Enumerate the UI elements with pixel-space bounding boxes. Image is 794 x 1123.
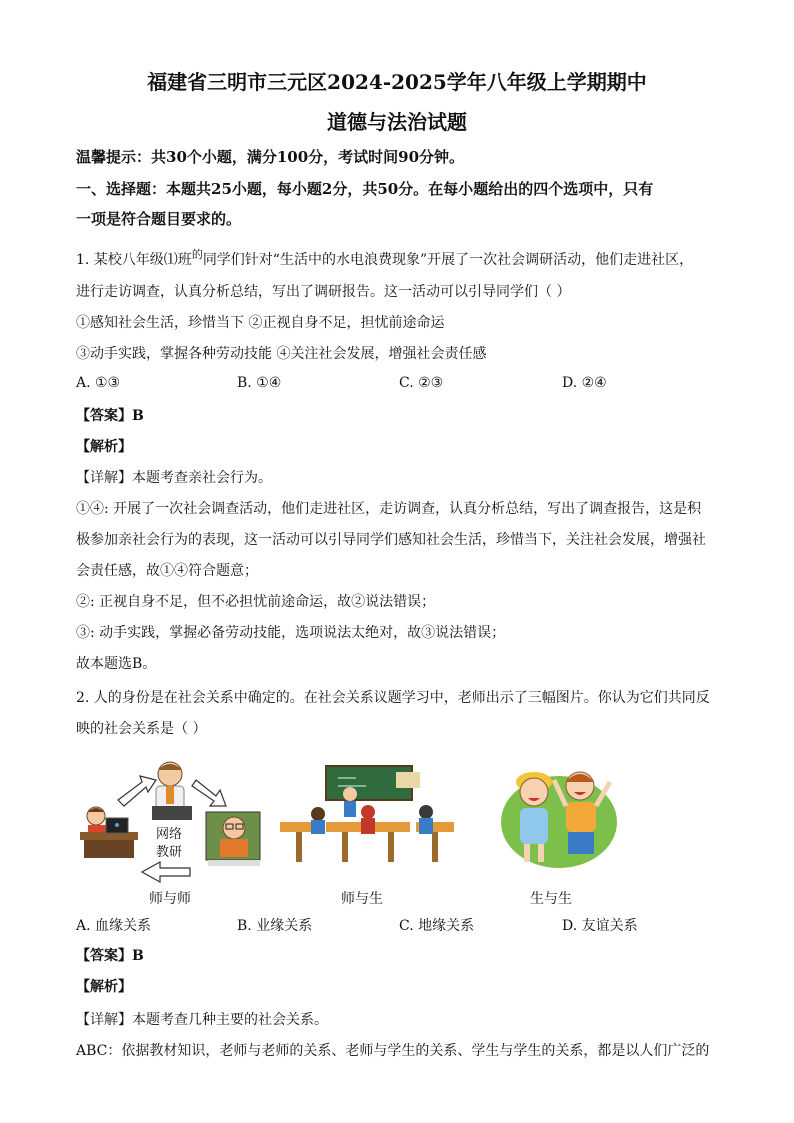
q1-option-d: D. ②④: [562, 375, 607, 391]
q1-option-c: C. ②③: [399, 375, 444, 391]
section-heading-line2: 一项是符合题目要求的。: [76, 210, 242, 228]
figure-teacher-teacher: [80, 760, 265, 888]
figure-caption-teacher-student: 师与生: [341, 891, 383, 907]
q2-option-d: D. 友谊关系: [562, 918, 638, 934]
q1-option-a: A. ①③: [76, 375, 121, 391]
q1-explanation-line5: ③: 动手实践，掌握必备劳动技能，选项说法太绝对，故③说法错误；: [76, 625, 506, 641]
q2-detail: 【详解】本题考查几种主要的社会关系。: [76, 1012, 328, 1028]
q1-explanation-line2: 极参加亲社会行为的表现，这一活动可以引导同学们感知社会生活，珍惜当下，关注社会发展，增强社: [76, 532, 706, 548]
q1-conclusion: 故本题选B。: [76, 656, 157, 672]
q2-option-a: A. 血缘关系: [76, 918, 152, 934]
figure-text-wangluo: 网络: [156, 827, 183, 842]
q1-item-line1: ①感知社会生活，珍惜当下 ②正视自身不足，担忧前途命运: [76, 315, 445, 331]
q1-stem-line2: 进行走访调查，认真分析总结，写出了调研报告。这一活动可以引导同学们（ ）: [76, 284, 571, 300]
q1-detail: 【详解】本题考查亲社会行为。: [76, 470, 272, 486]
figure-text-jiaoyan: 教研: [156, 845, 183, 860]
q1-stem-sup: 的: [191, 248, 203, 261]
section-heading-line1: 一、选择题：本题共25小题，每小题2分，共50分。在每小题给出的四个选项中，只有: [76, 180, 654, 198]
q1-stem-line1: [76, 250, 718, 271]
figure-caption-student-student: 生与生: [530, 891, 572, 907]
q1-stem-b: 同学们针对“生活中的水电浪费现象”开展了一次社会调研活动，他们走进社区，: [202, 252, 694, 268]
figure-teacher-student: [276, 760, 456, 870]
q2-option-c: C. 地缘关系: [399, 918, 475, 934]
q2-analysis-label: 【解析】: [76, 979, 132, 995]
figure-student-student: [494, 760, 624, 878]
q1-option-b: B. ①④: [237, 375, 282, 391]
q1-analysis-label: 【解析】: [76, 439, 132, 455]
q2-answer: 【答案】B: [76, 948, 144, 964]
exam-subtitle: 道德与法治试题: [327, 110, 467, 134]
q2-stem-line1: 2. 人的身份是在社会关系中确定的。在社会关系议题学习中，老师出示了三幅图片。你认为它们共同反: [76, 690, 710, 706]
q1-stem-a: 1. 某校八年级⑴班: [76, 252, 192, 268]
q1-explanation-line1: ①④: 开展了一次社会调查活动，他们走进社区，走访调查，认真分析总结，写出了调查报告，这是积: [76, 501, 702, 517]
q1-explanation-line3: 会责任感，故①④符合题意；: [76, 563, 258, 579]
q1-answer: 【答案】B: [76, 408, 144, 424]
exam-title: 福建省三明市三元区2024-2025学年八年级上学期期中: [147, 70, 647, 94]
tip-text: 温馨提示：共30个小题，满分100分，考试时间90分钟。: [76, 148, 465, 166]
figure-caption-teacher-teacher: 师与师: [149, 891, 191, 907]
q2-option-b: B. 业缘关系: [237, 918, 313, 934]
q2-stem-line2: 映的社会关系是（ ）: [76, 721, 207, 737]
q2-explanation-line1: ABC：依据教材知识，老师与老师的关系、老师与学生的关系、学生与学生的关系，都是以人们广泛的: [76, 1043, 710, 1059]
q1-item-line2: ③动手实践，掌握各种劳动技能 ④关注社会发展，增强社会责任感: [76, 346, 487, 362]
q1-explanation-line4: ②: 正视自身不足，但不必担忧前途命运，故②说法错误；: [76, 594, 436, 610]
